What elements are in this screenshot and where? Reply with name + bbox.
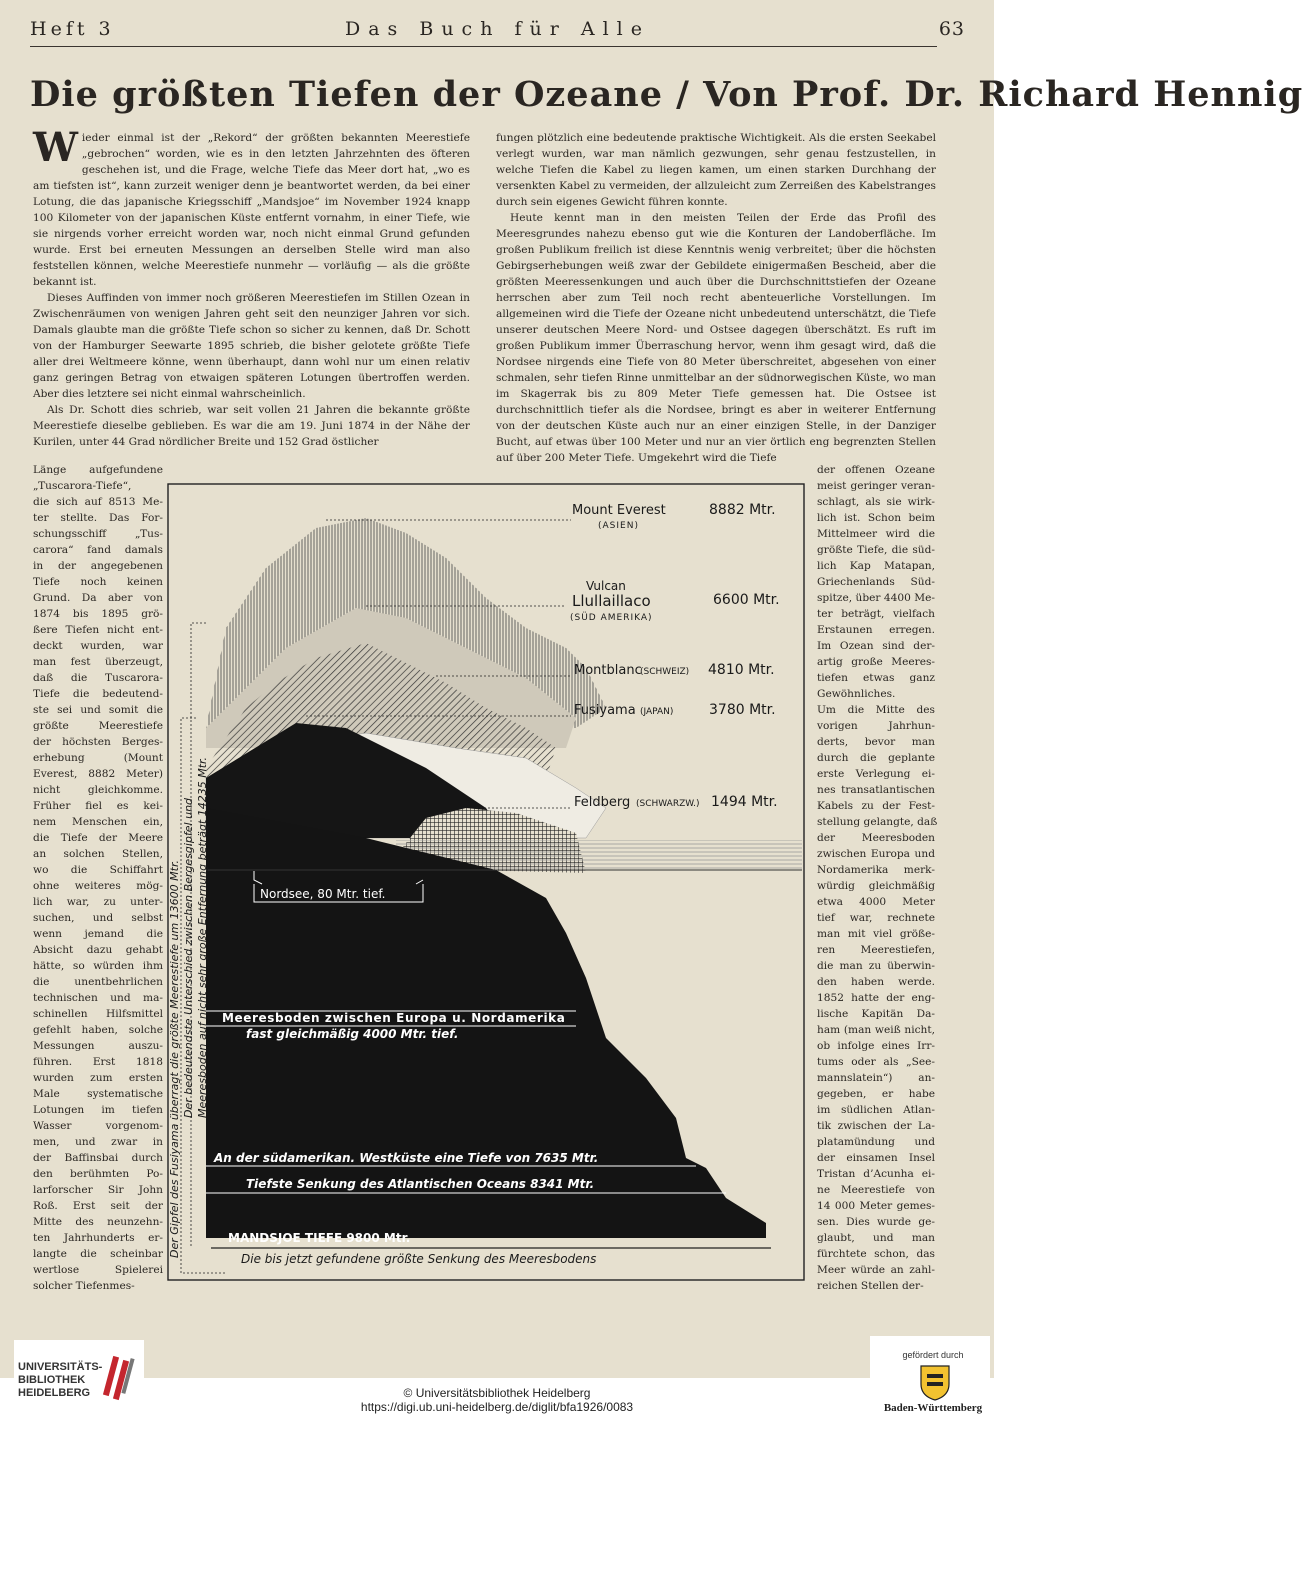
text-line: Griechenlands Süd- <box>817 576 935 588</box>
paragraph: Als Dr. Schott dies schrieb, war seit vollen 21 Jahren die bekannte größte Meerestiefe dieselbe geblieben. Es war die am 19. Juni 1874 in der Nähe der Kurilen, unter 44 Grad nördlicher Breite und 152 Grad östlicher <box>33 404 470 448</box>
text-line: wo die Schiffahrt <box>33 864 163 876</box>
feldberg-region: (SCHWARZW.) <box>636 799 700 809</box>
text-line: Absicht dazu gehabt <box>33 944 163 956</box>
text-line: die man zu überwin- <box>817 960 935 972</box>
text-line: ter stellte. Das For- <box>33 512 163 524</box>
text-line: lich Kap Matapan, <box>817 560 935 572</box>
text-line: derts, bevor man <box>817 736 935 748</box>
text-line: im südlichen Atlan- <box>817 1104 935 1116</box>
text-line: wenn jemand die <box>33 928 163 940</box>
llullaillaco-region: (SÜD AMERIKA) <box>570 613 653 623</box>
mandsjoe-label: MANDSJOE TIEFE 9800 Mtr. <box>228 1231 411 1245</box>
text-line: spitze, über 4400 Me- <box>817 592 935 604</box>
text-line: der offenen Ozeane <box>817 464 935 476</box>
text-line: glaubt, und man <box>817 1232 935 1244</box>
text-line: Wasser vorgenom- <box>33 1120 163 1132</box>
text-line: der Baffinsbai durch <box>33 1152 163 1164</box>
text-line: etwa 4000 Meter <box>817 896 935 908</box>
text-line: artig große Meeres- <box>817 656 935 668</box>
text-line: Lotungen im tiefen <box>33 1104 163 1116</box>
atlantic-line-2: fast gleichmäßig 4000 Mtr. tief. <box>246 1027 459 1041</box>
narrow-column-left <box>33 462 163 1588</box>
narrow-column-right <box>817 462 938 1294</box>
text-line: Meer würde an zahl- <box>817 1264 935 1276</box>
text-line: größte Meerestiefe <box>33 720 163 732</box>
tiefste-atlantic-label: Tiefste Senkung des Atlantischen Oceans 8341 Mtr. <box>246 1177 595 1191</box>
text-line: erste Verlegung ei- <box>817 768 935 780</box>
text-line: hätte, so würden ihm <box>33 960 163 972</box>
text-line: den haben werde. <box>817 976 935 988</box>
text-line: gefehlt haben, solche <box>33 1024 163 1036</box>
text-line: die sich auf 8513 Me- <box>33 496 163 508</box>
funder-name: Baden-Württemberg <box>883 1402 983 1414</box>
side-label-2: Der bedeutendste Unterschied zwischen Bergesgipfel und <box>182 797 195 1118</box>
text-line: ohne weiteres mög- <box>33 880 163 892</box>
vulcan-label: Vulcan <box>586 579 626 593</box>
header-rule <box>30 46 937 47</box>
paragraph: Heute kennt man in den meisten Teilen der Erde das Profil des Meeresgrundes nahezu ebenso gut wie die Konturen der Landoberfläche. Im großen Publikum freilich ist diese Kenntnis wenig verbreitet; über die höchsten Gebirgserhebungen weiß zwar der Gebildete einigermaßen Bescheid, aber die größten Meeressenkungen und auch über die Durchschnittstiefen der Ozeane herrschen aber zum Teil noch recht abenteuerliche Vorstellungen. Im allgemeinen wird die Tiefe der Ozeane nicht unbedeutend unterschätzt, die Tiefe unserer deutschen Meere Nord- und Ostsee dagegen überschätzt. Es ruft im großen Publikum immer Überraschung hervor, wenn ihm gesagt wird, daß die Nordsee nirgends eine Tiefe von 80 Meter überschreitet, abgesehen von einer schmalen, sehr tiefen Rinne unmittelbar an der südnorwegischen Küste, wo man im Skagerrak bis zu 809 Meter Tiefe gemessen hat. Die Ostsee ist durchschnittlich tiefer als die Nordsee, bringt es aber in weiterer Entfernung von der deutschen Küste auch nur an einer einzigen Stelle, in der Danziger Bucht, auf etwas über 100 Meter und nur an vier örtlich eng begrenzten Stellen auf über 200 Meter Tiefe. Umgekehrt wird die Tiefe <box>496 212 936 464</box>
text-line: stellung gelangte, daß <box>817 816 938 828</box>
text-line: Im Ozean sind der- <box>817 640 935 652</box>
text-line: meist geringer veran- <box>817 480 935 492</box>
text-line: platamündung und <box>817 1136 935 1148</box>
library-logo-text: UNIVERSITÄTS- BIBLIOTHEK HEIDELBERG <box>18 1361 103 1399</box>
llullaillaco-name: Llullaillaco <box>572 592 651 610</box>
text-line: schlagt, als sie wirk- <box>817 496 935 508</box>
everest-region: (ASIEN) <box>598 521 639 531</box>
text-line: 1874 bis 1895 grö- <box>33 608 163 620</box>
issue-label: Heft 3 <box>30 18 115 40</box>
fusiyama-region: (JAPAN) <box>640 707 674 717</box>
westkueste-label: An der südamerikan. Westküste eine Tiefe von 7635 Mtr. <box>214 1151 599 1165</box>
text-line: nicht gleichkomme. <box>33 784 163 796</box>
source-url[interactable]: https://digi.ub.uni-heidelberg.de/diglit/bfa1926/0083 <box>360 1400 634 1414</box>
text-line: lische Kapitän Da- <box>817 1008 935 1020</box>
text-line: tik zwischen der La- <box>817 1120 935 1132</box>
magazine-title: Das Buch für Alle <box>345 18 650 40</box>
text-line: den berühmten Po- <box>33 1168 163 1180</box>
text-line: ten Jahrhunderts er- <box>33 1232 163 1244</box>
text-line: tief war, rechnete <box>817 912 935 924</box>
text-line: lich ist. Schon beim <box>817 512 935 524</box>
text-line: der Meeresboden <box>817 832 935 844</box>
text-line: gegeben, er habe <box>817 1088 935 1100</box>
text-line: ren Meerestiefen, <box>817 944 935 956</box>
text-line: 14 000 Meter gemes- <box>817 1200 935 1212</box>
paragraph: Wieder einmal ist der „Rekord“ der größten bekannten Meerestiefe „gebrochen“ worden, wie es in den letzten Jahrzehnten des öfteren geschehen ist, und die Frage, welche Tiefe das Meer dort hat, „wo es am tiefsten ist“, kann zurzeit weniger denn je beantwortet werden, da bei einer Lotung, die das japanische Kriegsschiff „Mandsjoe“ im November 1924 knapp 100 Kilometer von der japanischen Küste entfernt vornahm, in einer Tiefe, wie sie nirgends vorher erreicht worden war, noch nicht einmal Grund gefunden wurde. Erst bei erneuten Messungen an derselben Stelle wird man also feststellen können, welche Meerestiefe nunmehr — vorläufig — als die größte bekannt ist. <box>33 124 470 288</box>
text-line: Gewöhnliches. <box>817 688 896 700</box>
text-line: deckt wurden, war <box>33 640 163 652</box>
drop-cap: W <box>33 124 78 171</box>
page-number: 63 <box>938 18 965 40</box>
everest-name: Mount Everest <box>572 503 666 518</box>
text-line: schinellen Hilfsmittel <box>33 1008 163 1020</box>
text-line: ßere Tiefen nicht ent- <box>33 624 163 636</box>
side-label-3: Meeresboden auf nicht sehr große Entfernung beträgt 14235 Mtr. <box>196 756 209 1118</box>
text-column-right <box>496 130 936 464</box>
text-line: Everest, 8882 Meter) <box>33 768 163 780</box>
fusiyama-height: 3780 Mtr. <box>709 702 776 718</box>
text-line: ham (man weiß nicht, <box>817 1024 935 1036</box>
text-line: Tiefe die bedeutend- <box>33 688 163 700</box>
text-line: sen. Dies wurde ge- <box>817 1216 935 1228</box>
text-line: Messungen auszu- <box>33 1040 163 1052</box>
text-line: ste sei und somit die <box>33 704 163 716</box>
text-line: Male systematische <box>33 1088 163 1100</box>
montblanc-height: 4810 Mtr. <box>708 662 775 678</box>
article-title: Die größten Tiefen der Ozeane / Von Prof. Dr. Richard Hennig <box>30 74 1303 115</box>
text-line: in der angegebenen <box>33 560 163 572</box>
everest-height: 8882 Mtr. <box>709 502 776 518</box>
text-line: langte die scheinbar <box>33 1248 163 1260</box>
text-line: men, und zwar in <box>33 1136 163 1148</box>
text-line: ne Meerestiefe von <box>817 1184 935 1196</box>
text-line: zwischen Europa und <box>817 848 935 860</box>
text-line: nem Menschen ein, <box>33 816 163 828</box>
text-line: „Tuscarora-Tiefe“, <box>33 480 132 492</box>
text-line: die Tiefe der Meere <box>33 832 163 844</box>
text-line: durch die geplante <box>817 752 935 764</box>
text-line: man mit viel größe- <box>817 928 935 940</box>
text-line: Grund. Da aber von <box>33 592 163 604</box>
text-column-left <box>33 124 470 464</box>
paragraph: fungen plötzlich eine bedeutende praktische Wichtigkeit. Als die ersten Seekabel verlegt wurden, war man nämlich gezwungen, sehr genau festzustellen, in welche Tiefen die Kabel zu liegen kamen, um einen starken Durchhang der versenkten Kabel zu vermeiden, der allzuleicht zum Zerreißen des Kabelstranges durch sein eigenes Gewicht führen konnte. <box>496 132 936 208</box>
text-line: Erstaunen erregen. <box>817 624 935 636</box>
text-line: größte Tiefe, die süd- <box>817 544 935 556</box>
text-line: Tiefe noch keinen <box>33 576 163 588</box>
text-line: wertlose Spielerei <box>33 1264 163 1276</box>
copyright-notice: © Universitätsbibliothek Heidelberg https://digi.ub.uni-heidelberg.de/diglit/bfa1926/0083 <box>0 1386 994 1414</box>
depth-comparison-figure <box>166 478 809 1288</box>
text-line: ter beträgt, vielfach <box>817 608 935 620</box>
text-line: lich war, zu unter- <box>33 896 163 908</box>
feldberg-height: 1494 Mtr. <box>711 794 778 810</box>
running-header <box>30 18 965 44</box>
text-line: würdig gleichmäßig <box>817 880 935 892</box>
text-line: der einsamen Insel <box>817 1152 935 1164</box>
text-line: Um die Mitte des <box>817 704 935 716</box>
text-line: tiefen etwas ganz <box>817 672 935 684</box>
atlantic-line-1: Meeresboden zwischen Europa u. Nordamerika <box>222 1011 566 1025</box>
fusiyama-name: Fusiyama <box>574 703 636 718</box>
text-line: Länge aufgefundene <box>33 464 163 476</box>
text-line: reichen Stellen der- <box>817 1280 924 1292</box>
text-line: die unentbehrlichen <box>33 976 163 988</box>
text-line: erhebung (Mount <box>33 752 163 764</box>
text-line: Tristan d’Acunha ei- <box>817 1168 935 1180</box>
text-line: Roß. Erst seit der <box>33 1200 163 1212</box>
text-line: Nordamerika merk- <box>817 864 935 876</box>
text-line: solcher Tiefenmes- <box>33 1280 135 1292</box>
text-line: führen. Erst 1818 <box>33 1056 163 1068</box>
text-line: technischen und ma- <box>33 992 163 1004</box>
text-line: carora“ fand damals <box>33 544 163 556</box>
montblanc-name: Montblanc <box>574 663 642 678</box>
text-line: larforscher Sir John <box>33 1184 163 1196</box>
text-line: suchen, und selbst <box>33 912 163 924</box>
text-line: vorigen Jahrhun- <box>817 720 935 732</box>
text-line: man fest überzeugt, <box>33 656 163 668</box>
text-line: der höchsten Berges- <box>33 736 163 748</box>
text-line: wurden zum ersten <box>33 1072 163 1084</box>
text-line: ob infolge eines Irr- <box>817 1040 935 1052</box>
paragraph: Dieses Auffinden von immer noch größeren Meerestiefen im Stillen Ozean in Zwischenräumen von wenigen Jahren geht seit den neunziger Jahren vor sich. Damals glaubte man die größte Tiefe schon so sicher zu kennen, daß Dr. Schott von der Hamburger Seewarte 1895 schrieb, die bisher gelotete größte Tiefe aller drei Weltmeere könne, wenn überhaupt, dann wohl nur um einen relativ ganz geringen Betrag von etwaigen späteren Lotungen übertroffen werden. Aber dies letztere sei nicht einmal wahrscheinlich. <box>33 292 470 400</box>
text-line: 1852 hatte der eng- <box>817 992 935 1004</box>
text-line: Mittelmeer wird die <box>817 528 935 540</box>
text-line: Kabels zu der Fest- <box>817 800 935 812</box>
text-line: tums oder als „See- <box>817 1056 935 1068</box>
text-line: fürchtete schon, das <box>817 1248 935 1260</box>
funded-by-label: gefördert durch <box>902 1350 964 1360</box>
feldberg-name: Feldberg <box>574 795 631 810</box>
text-line: mannslatein“) an- <box>817 1072 935 1084</box>
text-line: Mitte des neunzehn- <box>33 1216 163 1228</box>
text-line: daß die Tuscarora- <box>33 672 163 684</box>
text-line: schungsschiff „Tus- <box>33 528 163 540</box>
text-line: an solchen Stellen, <box>33 848 163 860</box>
text-line: nes transatlantischen <box>817 784 935 796</box>
montblanc-region: (SCHWEIZ) <box>640 667 690 677</box>
bottom-caption: Die bis jetzt gefundene größte Senkung des Meeresbodens <box>241 1252 597 1266</box>
llullaillaco-height: 6600 Mtr. <box>713 592 780 608</box>
side-label-1: Der Gipfel des Fusiyama überragt die größte Meerestiefe um 13600 Mtr. <box>168 860 181 1258</box>
nordsee-label: Nordsee, 80 Mtr. tief. <box>260 887 386 901</box>
text-line: Früher fiel es kei- <box>33 800 163 812</box>
